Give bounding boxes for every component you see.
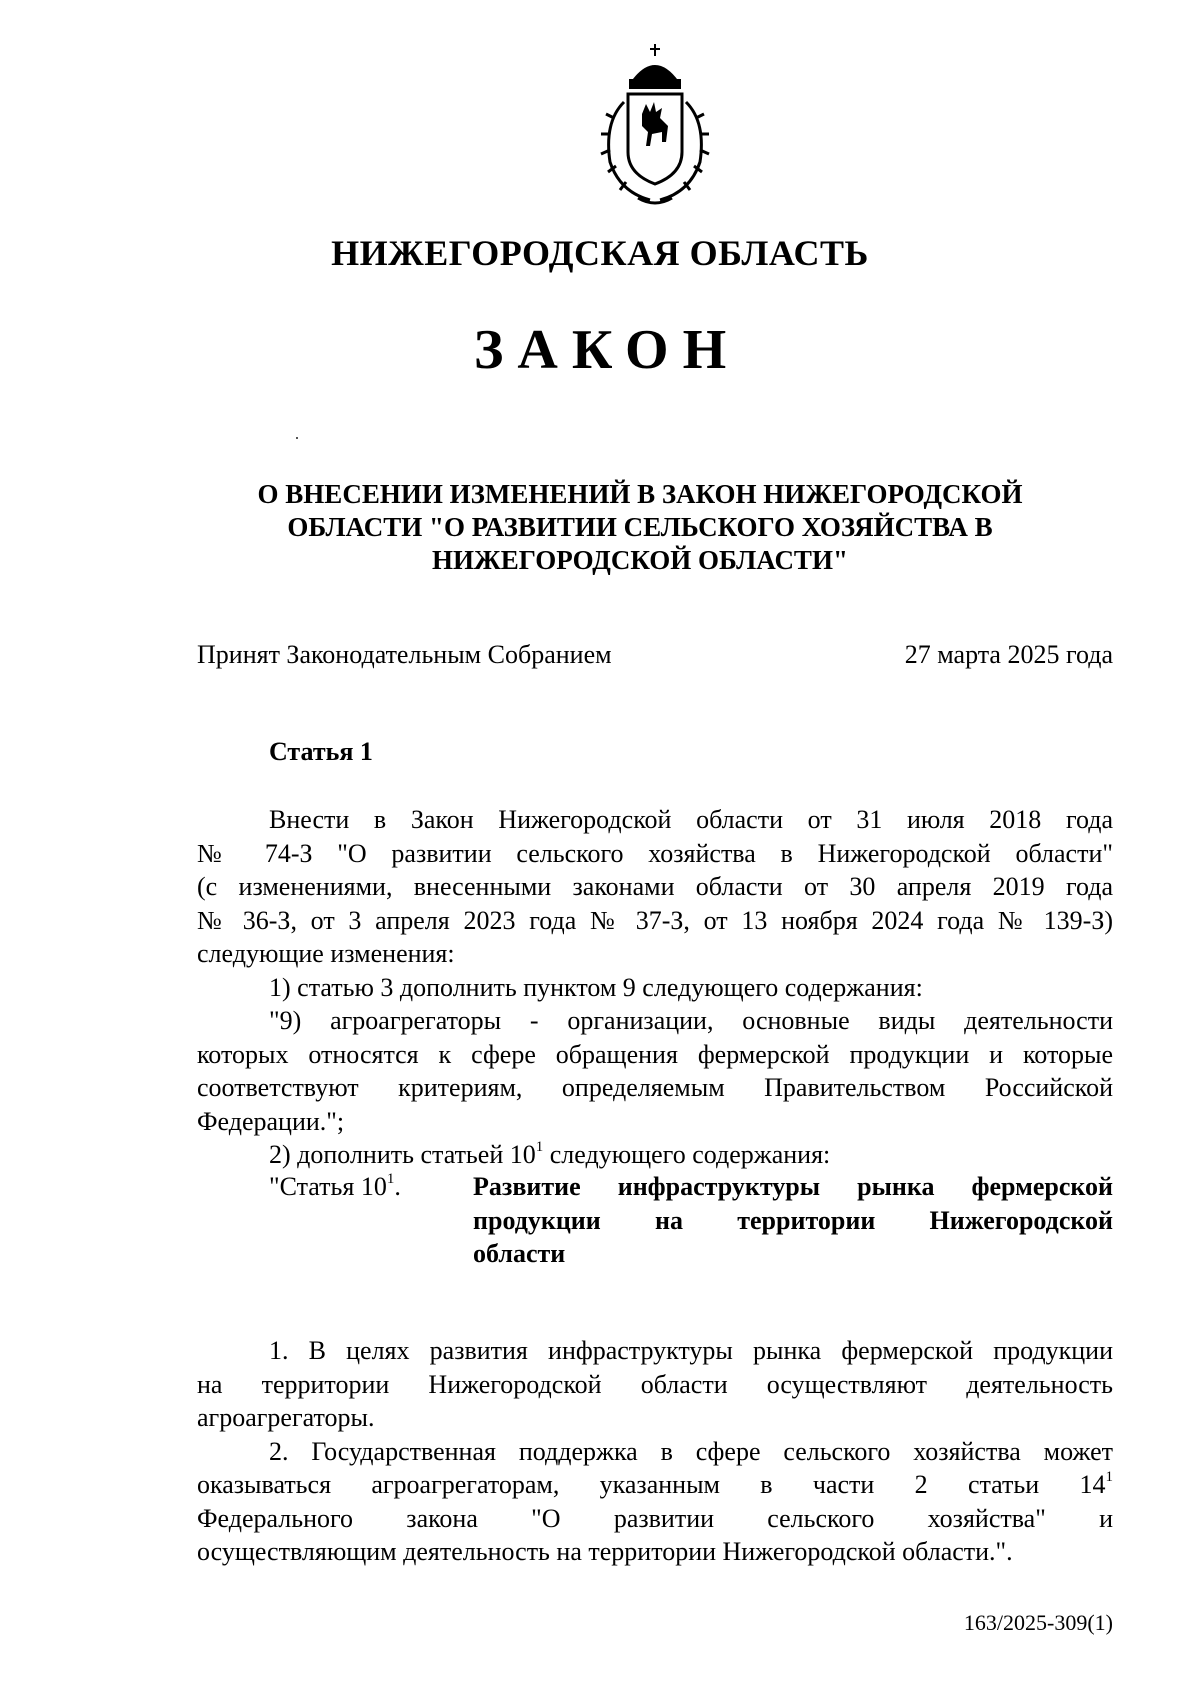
article-heading: Статья 1 [269, 737, 373, 766]
article-10-1-body [197, 1334, 1113, 1569]
text-line: 1. В целях развития инфраструктуры рынка фермерской продукции [269, 1336, 1113, 1365]
article-body [197, 803, 1113, 1172]
text-line: следующие изменения: [197, 939, 455, 968]
text-line: Федерации."; [197, 1106, 345, 1136]
text-line: Федерального закона "О развитии сельского хозяйства" и [197, 1503, 1113, 1533]
text-line: агроагрегаторы. [197, 1403, 375, 1432]
text-line: № 74-З "О развитии сельского хозяйства в Нижегородской области" [197, 838, 1113, 868]
new-article-label [269, 1170, 401, 1204]
text-line: на территории Нижегородской области осуществляют деятельность [197, 1369, 1113, 1399]
heading-line: продукции на территории Нижегородской [473, 1205, 1113, 1235]
text-line: 1) статью 3 дополнить пунктом 9 следующего содержания: [269, 972, 923, 1002]
new-article-heading [473, 1170, 1113, 1271]
superscript: 1 [1105, 1469, 1113, 1486]
text-line [197, 1138, 1113, 1172]
text-line: № 36-З, от 3 апреля 2023 года № 37-З, от 13 ноября 2024 года № 139-З) [197, 905, 1113, 935]
law-title-line: НИЖЕГОРОДСКОЙ ОБЛАСТИ" [432, 545, 848, 575]
text-line [197, 1468, 1113, 1502]
law-title [210, 478, 1070, 577]
text-line: осуществляющим деятельность на территории Нижегородской области.". [197, 1537, 1013, 1566]
text-line: которых относятся к сфере обращения фермерской продукции и которые [197, 1039, 1113, 1069]
para2-line2: оказываться агроагрегаторам, указанным в части 2 статьи 14 [197, 1470, 1106, 1499]
heading-line: Развитие инфраструктуры рынка фермерской [473, 1172, 1113, 1201]
law-title-line: О ВНЕСЕНИИ ИЗМЕНЕНИЙ В ЗАКОН НИЖЕГОРОДСКОЙ [257, 479, 1023, 509]
superscript: 1 [535, 1139, 544, 1156]
adoption-date: 27 марта 2025 года [904, 640, 1113, 669]
adoption-row [197, 640, 1113, 670]
superscript: 1 [386, 1171, 395, 1188]
region-name: НИЖЕГОРОДСКАЯ ОБЛАСТЬ [331, 233, 869, 273]
coat-of-arms-emblem [580, 42, 730, 210]
document-type: ЗАКОН [473, 319, 741, 381]
heading-line: области [473, 1239, 566, 1268]
item2-text-post: следующего содержания: [543, 1140, 831, 1169]
law-title-line: ОБЛАСТИ "О РАЗВИТИИ СЕЛЬСКОГО ХОЗЯЙСТВА В [287, 512, 993, 542]
document-code: 163/2025-309(1) [963, 1610, 1113, 1635]
adopted-by: Принят Законодательным Собранием [197, 640, 612, 669]
item2-text-pre: 2) дополнить статьей 10 [269, 1140, 536, 1169]
text-line: соответствуют критериям, определяемым Правительством Российской [197, 1073, 1113, 1102]
text-line: (с изменениями, внесенными законами области от 30 апреля 2019 года [197, 872, 1113, 901]
text-line: 2. Государственная поддержка в сфере сельского хозяйства может [269, 1436, 1113, 1466]
new-article-label-pre: "Статья 10 [269, 1172, 387, 1201]
text-line: Внести в Закон Нижегородской области от 31 июля 2018 года [269, 805, 1113, 834]
scan-speck [296, 437, 298, 439]
new-article-label-post: . [394, 1172, 401, 1201]
text-line: "9) агроагрегаторы - организации, основные виды деятельности [269, 1006, 1113, 1035]
